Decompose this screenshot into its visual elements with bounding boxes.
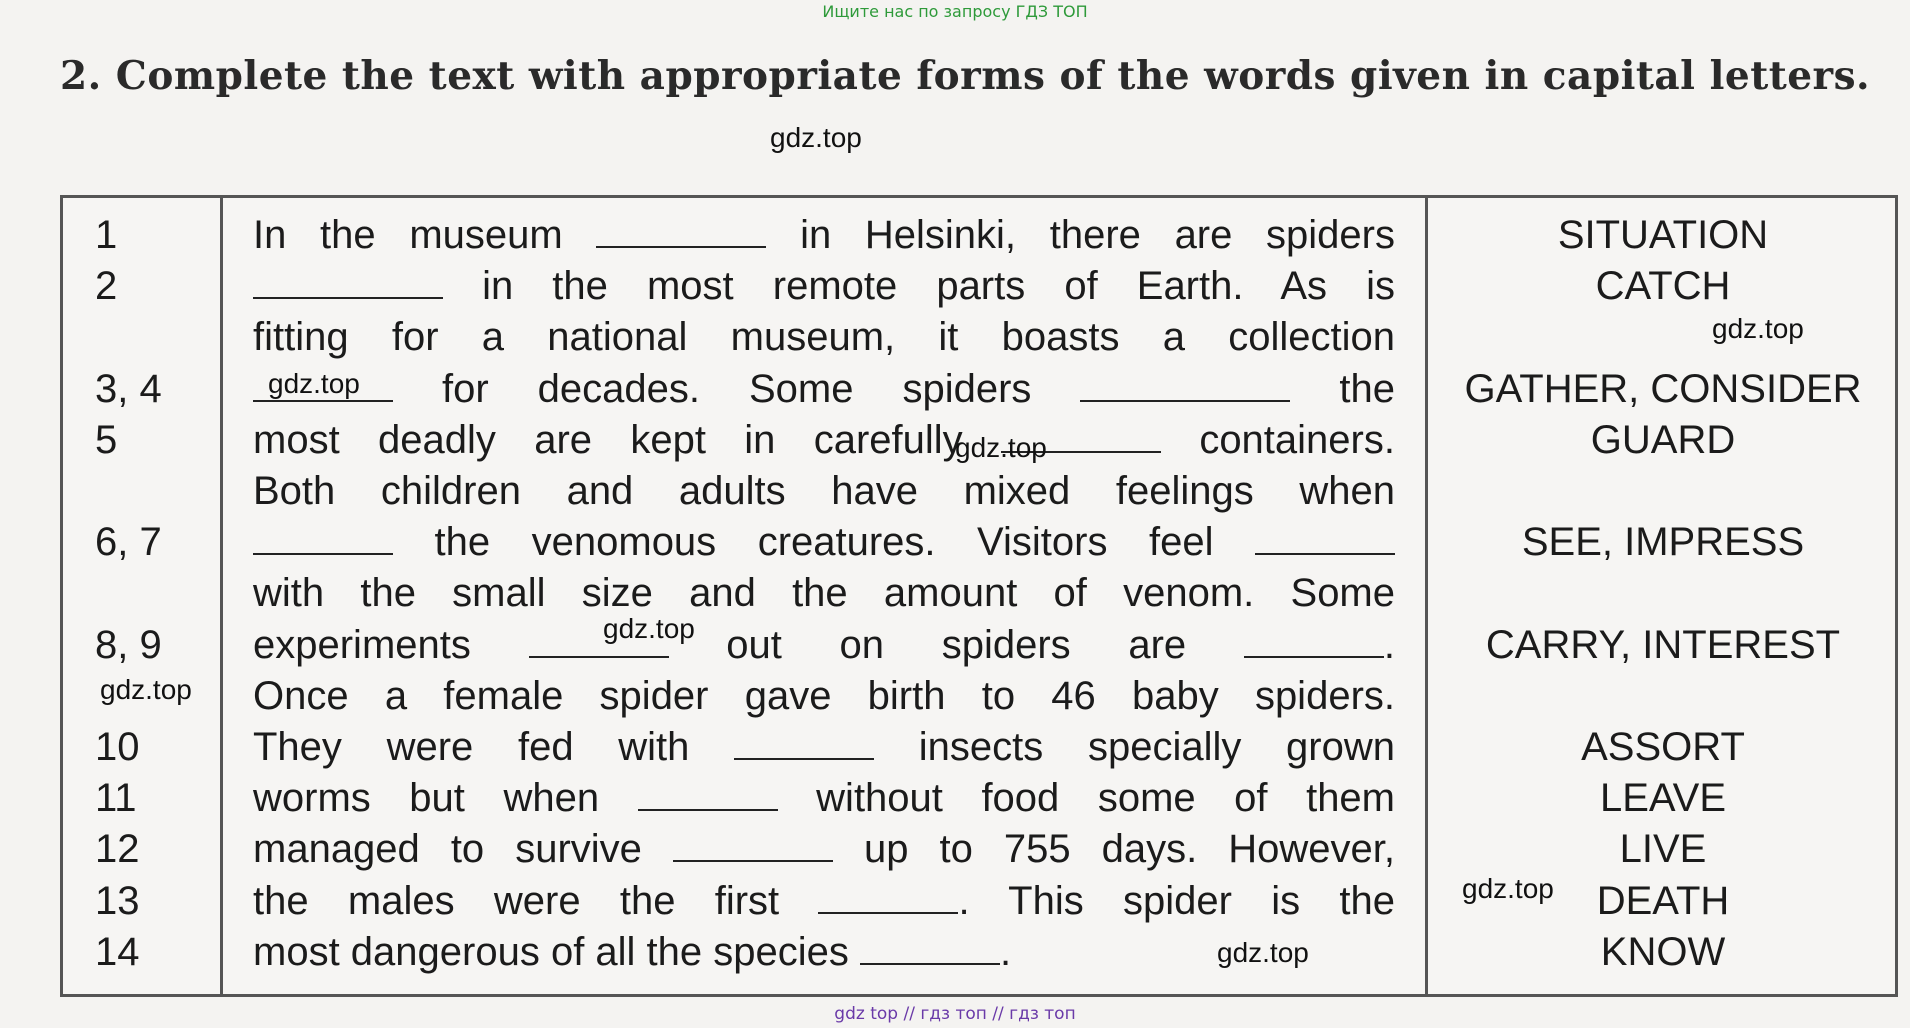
sentence-line <box>253 671 1395 721</box>
capital-word: KNOW <box>1600 929 1726 974</box>
bottom-banner: gdz top // гдз топ // гдз топ <box>834 1004 1076 1024</box>
sentence-text: most deadly are kept in carefully <box>253 417 963 462</box>
answer-blank[interactable] <box>253 517 393 555</box>
sentence-text: the males were the first <box>253 878 780 923</box>
item-number: 11 <box>95 776 137 821</box>
sentence-text: for decades. Some spiders <box>441 366 1032 411</box>
exercise-title: 2. Complete the text with appropriate forms of the words given in capital letters. <box>60 53 1871 99</box>
table-row <box>63 876 1895 926</box>
sentence-text: most dangerous of all the species <box>253 929 849 974</box>
exercise-table <box>60 195 1898 997</box>
sentence-text: Both children and adults have mixed feelings when <box>253 469 1395 513</box>
sentence-line <box>253 620 1395 670</box>
table-row <box>63 312 1895 362</box>
table-row <box>63 568 1895 618</box>
sentence-text: in the most remote parts of Earth. As is <box>482 264 1395 309</box>
item-number: 8, 9 <box>95 622 162 667</box>
capital-word: CATCH <box>1595 264 1731 309</box>
watermark: gdz.top <box>268 368 360 399</box>
answer-blank[interactable] <box>734 722 874 760</box>
item-number: 10 <box>95 725 140 769</box>
table-row <box>63 620 1895 670</box>
sentence-text: . <box>1000 929 1012 974</box>
capital-word: SEE, IMPRESS <box>1521 520 1805 565</box>
watermark: gdz.top <box>603 613 695 644</box>
watermark: gdz.top <box>1462 873 1554 904</box>
sentence-line <box>253 312 1395 362</box>
sentence-text: managed to survive <box>253 827 642 872</box>
sentence-text: . This spider is the <box>958 878 1395 923</box>
item-number: 3, 4 <box>95 366 162 411</box>
table-row <box>63 824 1895 874</box>
sentence-line <box>253 466 1395 516</box>
item-number: 13 <box>95 878 140 923</box>
sentence-text: In the museum <box>253 213 563 257</box>
answer-blank[interactable] <box>673 824 833 862</box>
capital-word: ASSORT <box>1581 725 1745 769</box>
item-number: 5 <box>95 417 118 462</box>
answer-blank[interactable] <box>253 261 443 299</box>
answer-blank[interactable] <box>1080 364 1290 402</box>
capital-word: SITUATION <box>1557 213 1769 257</box>
sentence-text: in Helsinki, there are spiders <box>800 213 1395 257</box>
table-row <box>63 210 1895 260</box>
sentence-line <box>253 824 1395 874</box>
sentence-text: insects specially grown <box>918 725 1395 769</box>
sentence-line <box>253 261 1395 311</box>
sentence-text: experiments <box>253 622 471 667</box>
watermark: gdz.top <box>770 122 862 153</box>
answer-blank[interactable] <box>638 773 778 811</box>
answer-blank[interactable] <box>1255 517 1395 555</box>
top-banner: Ищите нас по запросу ГДЗ ТОП <box>822 2 1088 21</box>
sentence-text: the <box>1339 366 1395 411</box>
answer-blank[interactable] <box>1244 620 1384 658</box>
capital-word: LIVE <box>1619 827 1707 872</box>
sentence-text: up to 755 days. However, <box>863 827 1395 872</box>
sentence-line <box>253 568 1395 618</box>
sentence-line <box>253 210 1395 260</box>
sentence-text: fitting for a national museum, it boasts a collection <box>253 315 1395 360</box>
table-row <box>63 927 1895 977</box>
sentence-text: out on spiders are <box>726 622 1187 667</box>
table-row <box>63 671 1895 721</box>
table-row <box>63 722 1895 772</box>
watermark: gdz.top <box>1712 313 1804 344</box>
watermark: gdz.top <box>1217 937 1309 968</box>
sentence-text: Once a female spider gave birth to 46 baby spiders. <box>253 673 1395 718</box>
table-row <box>63 261 1895 311</box>
sentence-line <box>253 722 1395 772</box>
table-row <box>63 466 1895 516</box>
sentence-line <box>253 773 1395 823</box>
item-number: 14 <box>95 929 140 974</box>
watermark: gdz.top <box>955 432 1047 463</box>
sentence-text: the venomous creatures. Visitors feel <box>434 520 1214 565</box>
capital-word: DEATH <box>1596 878 1730 923</box>
watermark: gdz.top <box>100 674 192 705</box>
capital-word: GUARD <box>1590 417 1736 462</box>
item-number: 1 <box>95 213 118 257</box>
sentence-text: containers. <box>1199 417 1395 462</box>
sentence-line <box>253 364 1395 414</box>
answer-blank[interactable] <box>860 927 1000 965</box>
table-row <box>63 517 1895 567</box>
sentence-text: without food some of them <box>816 776 1395 821</box>
sentence-text: . <box>1383 622 1395 667</box>
item-number: 2 <box>95 264 118 309</box>
sentence-line <box>253 517 1395 567</box>
sentence-text: They were fed with <box>253 725 690 769</box>
sentence-line <box>253 876 1395 926</box>
item-number: 6, 7 <box>95 520 162 565</box>
sentence-text: worms but when <box>253 776 600 821</box>
capital-word: LEAVE <box>1600 776 1726 821</box>
table-row <box>63 773 1895 823</box>
item-number: 12 <box>95 827 140 872</box>
sentence-line <box>253 415 1395 465</box>
answer-blank[interactable] <box>818 876 958 914</box>
sentence-text: with the small size and the amount of venom. Some <box>253 571 1395 616</box>
answer-blank[interactable] <box>596 210 766 248</box>
capital-word: GATHER, CONSIDER <box>1464 366 1862 411</box>
capital-word: CARRY, INTEREST <box>1485 622 1841 667</box>
